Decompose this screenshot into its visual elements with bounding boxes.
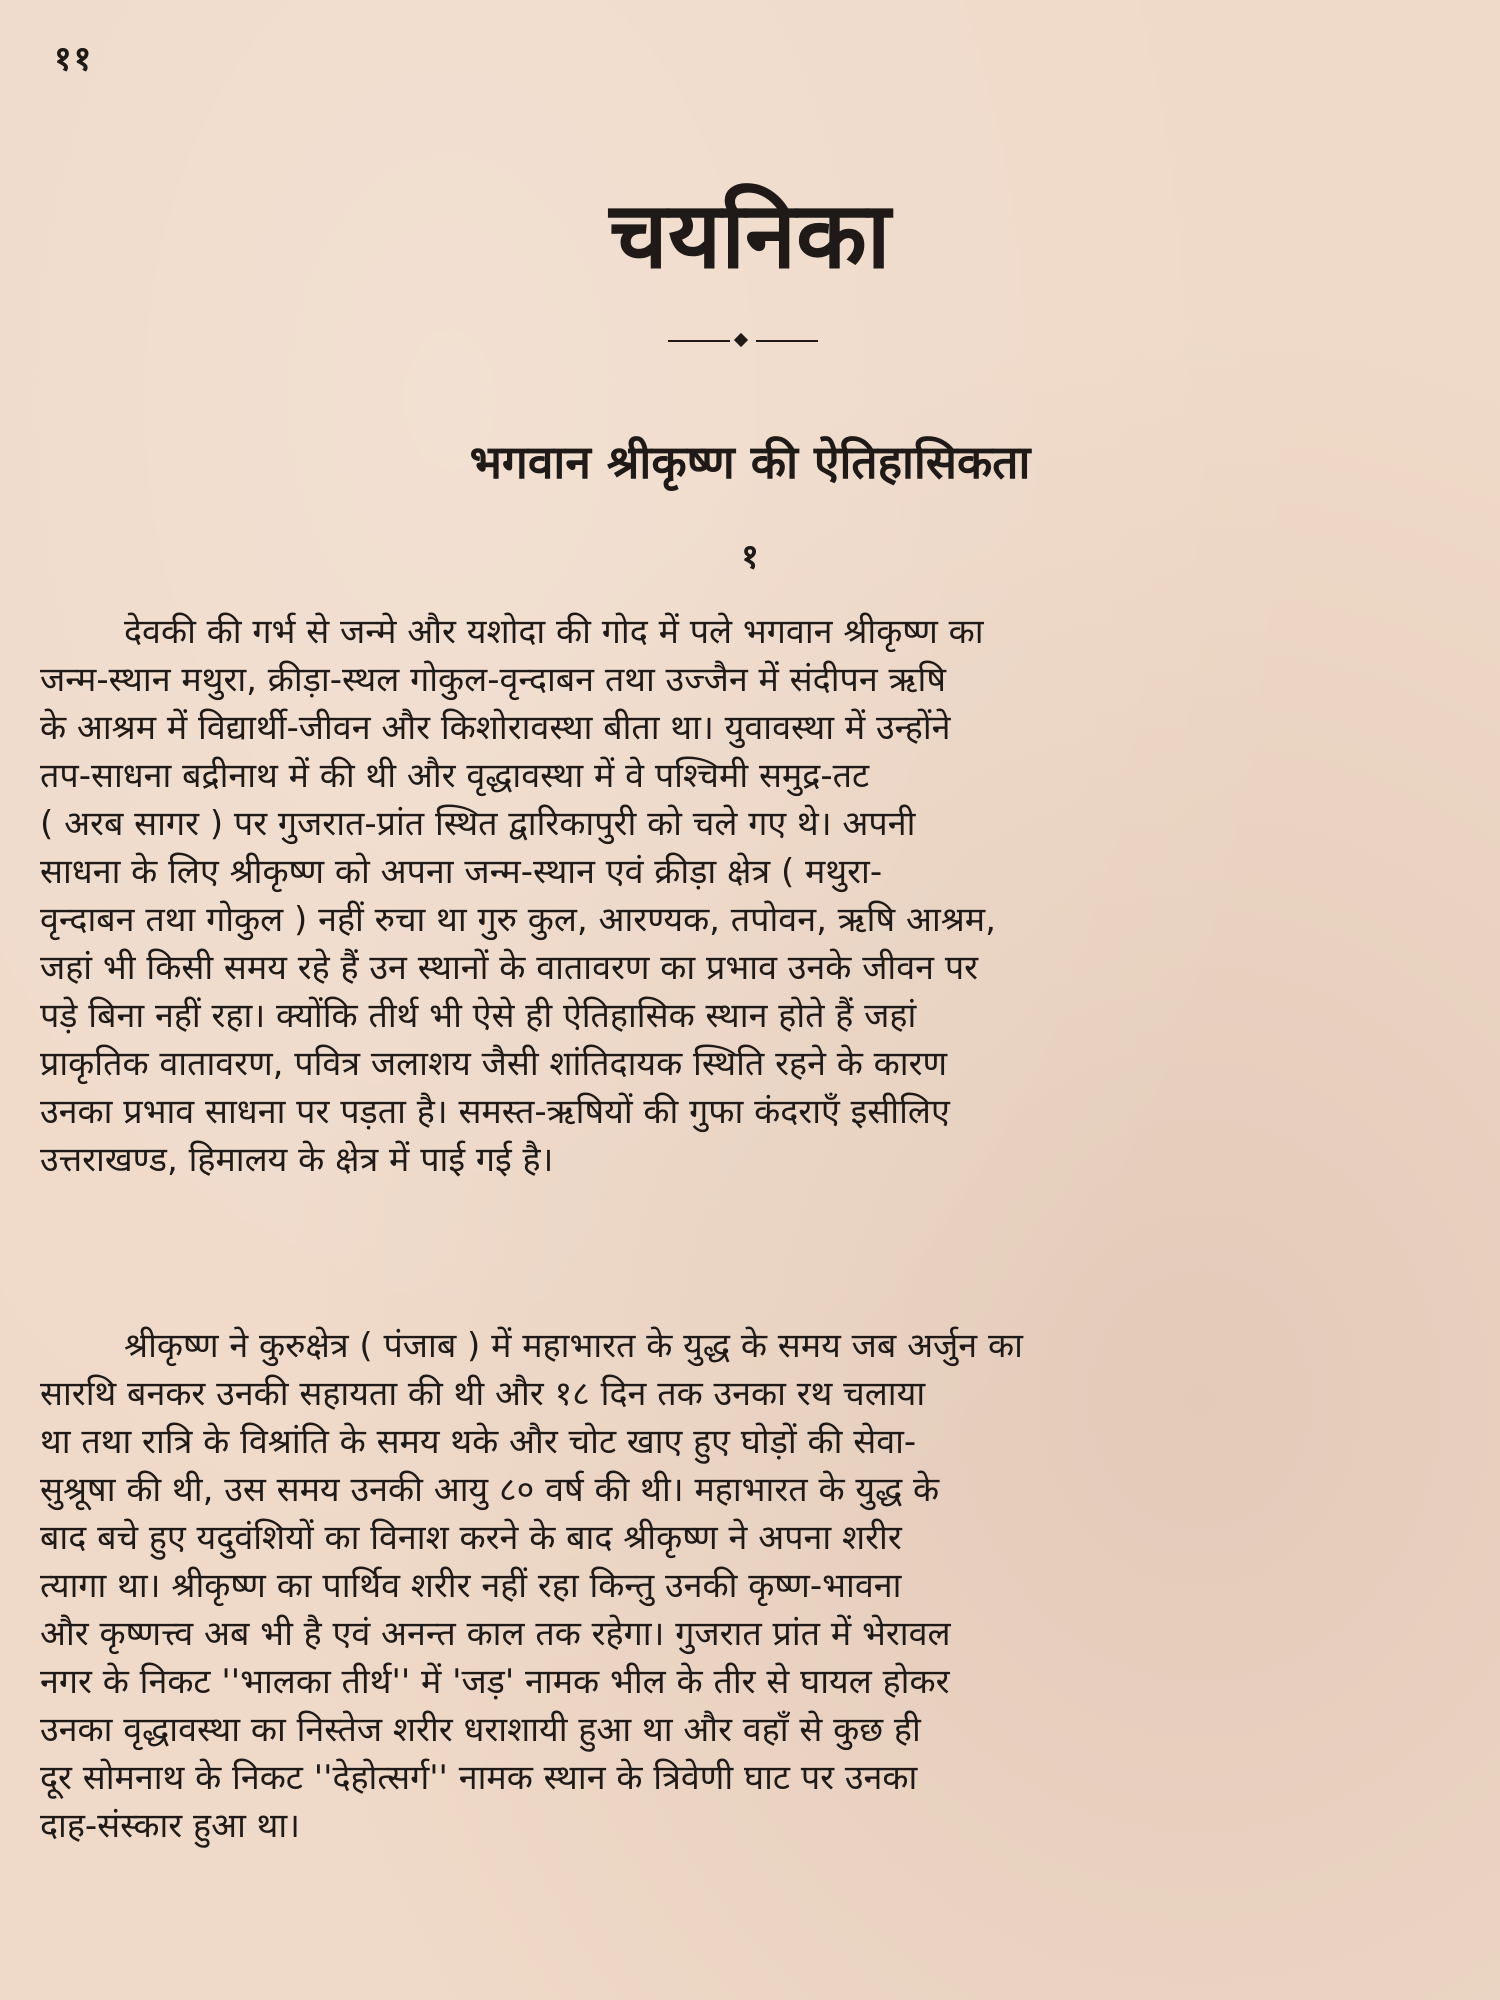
- page-title: चयनिका: [609, 182, 891, 289]
- ornament-right-line: [756, 340, 818, 342]
- paragraph-line: सुश्रूषा की थी, उस समय उनकी आयु ८० वर्ष की थी। महाभारत के युद्ध के: [40, 1470, 940, 1510]
- paragraph-line: जहां भी किसी समय रहे हैं उन स्थानों के वातावरण का प्रभाव उनके जीवन पर: [40, 948, 979, 988]
- paragraph-line: श्रीकृष्ण ने कुरुक्षेत्र ( पंजाब ) में महाभारत के युद्ध के समय जब अर्जुन का: [124, 1326, 1023, 1366]
- paragraph-line: तप-साधना बद्रीनाथ में की थी और वृद्धावस्था में वे पश्चिमी समुद्र-तट: [40, 756, 870, 796]
- section-number: १: [741, 537, 759, 577]
- paragraph-line: जन्म-स्थान मथुरा, क्रीड़ा-स्थल गोकुल-वृन्दाबन तथा उज्जैन में संदीपन ऋषि: [40, 660, 946, 700]
- paragraph-line: और कृष्णत्त्व अब भी है एवं अनन्त काल तक रहेगा। गुजरात प्रांत में भेरावल: [40, 1614, 951, 1654]
- paragraph-line: नगर के निकट ''भालका तीर्थ'' में 'जड़' नामक भील के तीर से घायल होकर: [40, 1662, 950, 1702]
- paragraph-line: सारथि बनकर उनकी सहायता की थी और १८ दिन तक उनका रथ चलाया: [40, 1374, 926, 1414]
- paragraph-line: था तथा रात्रि के विश्रांति के समय थके और चोट खाए हुए घोड़ों की सेवा-: [40, 1422, 917, 1462]
- article-heading: भगवान श्रीकृष्ण की ऐतिहासिकता: [469, 435, 1031, 489]
- paragraph-line: ( अरब सागर ) पर गुजरात-प्रांत स्थित द्वारिकापुरी को चले गए थे। अपनी: [40, 804, 916, 844]
- paragraph-line: के आश्रम में विद्यार्थी-जीवन और किशोरावस्था बीता था। युवावस्था में उन्होंने: [40, 708, 951, 748]
- paragraph-2: [40, 1322, 1460, 1850]
- ornament-left-line: [668, 340, 730, 342]
- title-ornament: [668, 332, 818, 350]
- paragraph-line: बाद बचे हुए यदुवंशियों का विनाश करने के बाद श्रीकृष्ण ने अपना शरीर: [40, 1518, 902, 1558]
- paragraph-line: देवकी की गर्भ से जन्मे और यशोदा की गोद में पले भगवान श्रीकृष्ण का: [124, 612, 984, 652]
- paragraph-1: [40, 608, 1460, 1184]
- paragraph-line: वृन्दाबन तथा गोकुल ) नहीं रुचा था गुरु कुल, आरण्यक, तपोवन, ऋषि आश्रम,: [40, 900, 996, 940]
- paragraph-line: दाह-संस्कार हुआ था।: [40, 1806, 301, 1846]
- paragraph-line: पड़े बिना नहीं रहा। क्योंकि तीर्थ भी ऐसे ही ऐतिहासिक स्थान होते हैं जहां: [40, 996, 917, 1036]
- paragraph-line: त्यागा था। श्रीकृष्ण का पार्थिव शरीर नहीं रहा किन्तु उनकी कृष्ण-भावना: [40, 1566, 902, 1606]
- paragraph-line: उत्तराखण्ड, हिमालय के क्षेत्र में पाई गई है।: [40, 1140, 554, 1180]
- page-number: ११: [54, 39, 94, 79]
- ornament-diamond-icon: [734, 333, 748, 347]
- paragraph-line: प्राकृतिक वातावरण, पवित्र जलाशय जैसी शांतिदायक स्थिति रहने के कारण: [40, 1044, 948, 1084]
- paragraph-line: उनका वृद्धावस्था का निस्तेज शरीर धराशायी हुआ था और वहाँ से कुछ ही: [40, 1710, 921, 1750]
- paragraph-line: साधना के लिए श्रीकृष्ण को अपना जन्म-स्थान एवं क्रीड़ा क्षेत्र ( मथुरा-: [40, 852, 883, 892]
- paragraph-line: दूर सोमनाथ के निकट ''देहोत्सर्ग'' नामक स्थान के त्रिवेणी घाट पर उनका: [40, 1758, 918, 1798]
- paragraph-line: उनका प्रभाव साधना पर पड़ता है। समस्त-ऋषियों की गुफा कंदराएँ इसीलिए: [40, 1092, 950, 1132]
